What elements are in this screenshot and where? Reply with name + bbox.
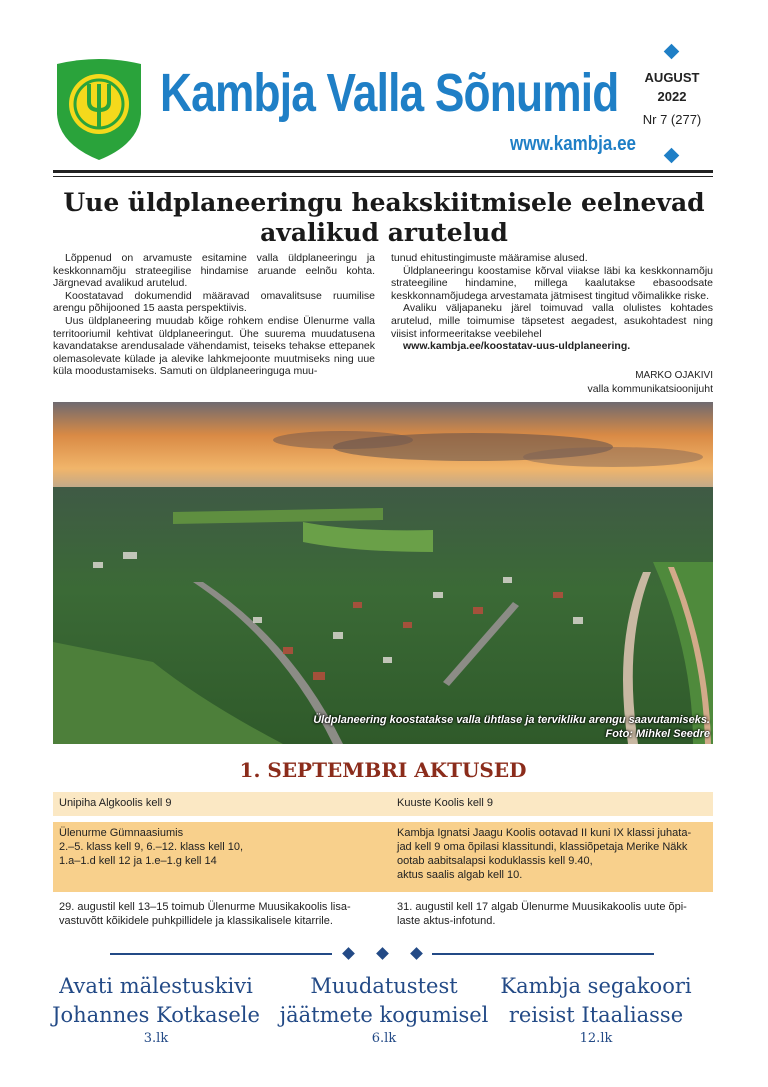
aktus-cell bbox=[53, 822, 391, 892]
aktus-line: 2.–5. klass kell 9, 6.–12. klass kell 10, bbox=[59, 841, 244, 853]
kambja-crest-icon bbox=[53, 58, 145, 162]
issue-year: 2022 bbox=[657, 89, 687, 104]
diamond-ornament-bottom bbox=[664, 148, 680, 164]
teaser-title[interactable] bbox=[486, 972, 706, 1030]
teaser-page: 6.lk bbox=[371, 1031, 397, 1046]
diamond-ornament bbox=[410, 947, 423, 960]
website-link[interactable]: www.kambja.ee bbox=[510, 133, 636, 155]
teaser-line: Kambja segakoori bbox=[500, 974, 692, 998]
aktus-cell bbox=[53, 792, 391, 816]
author-name: MARKO OJAKIVI bbox=[635, 370, 713, 381]
aktus-line: Kambja Ignatsi Jaagu Koolis ootavad II kuni IX klassi juhata- bbox=[397, 827, 692, 839]
masthead-divider bbox=[53, 170, 713, 173]
headline: Uue üldplaneeringu heakskiitmisele eelnevad avalikud arutelud bbox=[63, 188, 705, 247]
separator-line-right bbox=[432, 953, 654, 955]
issue-month: AUGUST bbox=[644, 70, 700, 85]
teaser-title[interactable] bbox=[274, 972, 494, 1030]
teaser-line: jäätmete kogumisel bbox=[279, 1003, 489, 1027]
aktus-line: jad kell 9 oma õpilasi klassitundi, klassiõpetaja Merike Näkk bbox=[397, 841, 688, 853]
teaser-line: Johannes Kotkasele bbox=[52, 1003, 260, 1027]
paragraph: Uus üldplaneering muudab kõige rohkem endise Ülenurme valla territooriumil kehtivat üldplaneeringut. Ühe suurema muudatusena kavandatakse arendusalade vähendamist, teiseks tehakse ettepanek olemasolevate külade ja alevike lahkmejoonte muutmiseks ning uue küla moodustamiseks. Samuti on üldplaneeringuga muu- bbox=[53, 314, 375, 378]
paragraph: Lõppenud on arvamuste esitamine valla üldplaneeringu ja keskkonnamõju strateegilise hindamise aruande eelnõu kohta. Järgnevad avalikud arutelud. bbox=[53, 252, 375, 290]
aktus-line: 29. augustil kell 13–15 toimub Ülenurme Muusikakoolis lisa- bbox=[59, 901, 351, 913]
teaser-line: Avati mälestuskivi bbox=[59, 974, 253, 998]
teaser-line: reisist Itaaliasse bbox=[508, 1003, 684, 1027]
diamond-ornament-top bbox=[664, 44, 680, 60]
aktus-line: ootab aabitsalapsi koduklassis kell 9.40, bbox=[397, 855, 593, 867]
aktus-line: aktus saalis algab kell 10. bbox=[397, 869, 523, 881]
paragraph: Koostatavad dokumendid määravad omavalitsuse ruumilise arengu põhijooned 15 aasta perspektiivis. bbox=[53, 289, 375, 315]
author-role: valla kommunikatsioonijuht bbox=[587, 383, 713, 395]
diamond-ornament bbox=[342, 947, 355, 960]
article-column-right bbox=[391, 252, 713, 353]
paragraph: tunud ehitustingimuste määramise alused. bbox=[391, 252, 588, 264]
aktus-cell bbox=[391, 792, 713, 816]
aktus-line: Unipiha Algkoolis kell 9 bbox=[59, 797, 172, 809]
issue-number: Nr 7 (277) bbox=[642, 112, 702, 127]
aktus-cell bbox=[391, 822, 713, 892]
photo-caption: Üldplaneering koostatakse valla ühtlase ja tervikliku arengu saavutamiseks. bbox=[313, 714, 710, 726]
paragraph: Avaliku väljapaneku järel toimuvad valla olulistes kohtades arutelud, mille toimumise täpsetest aegadest, asukohtadest ning viisist informeeritakse veebilehel bbox=[391, 302, 713, 340]
paragraph: Üldplaneeringu koostamise kõrval viiakse läbi ka keskkonnamõju strateegiline hindamine, millega kaalutakse ebasoodsate keskkonnamõjudega arvestamata jätmisest tingitud võimalikke riske. bbox=[391, 264, 713, 302]
article-link[interactable]: www.kambja.ee/koostatav-uus-uldplaneering. bbox=[403, 340, 631, 353]
teaser-line: Muudatustest bbox=[310, 974, 458, 998]
masthead-title: Kambja Valla Sõnumid bbox=[160, 63, 619, 123]
teaser-title[interactable] bbox=[46, 972, 266, 1030]
aktus-line: Kuuste Koolis kell 9 bbox=[397, 797, 493, 809]
aktus-cell bbox=[53, 896, 391, 930]
teaser-page: 12.lk bbox=[579, 1031, 613, 1046]
aktus-line: 1.a–1.d kell 12 ja 1.e–1.g kell 14 bbox=[59, 855, 217, 867]
aerial-photo bbox=[53, 402, 713, 744]
diamond-ornament bbox=[376, 947, 389, 960]
separator-line-left bbox=[110, 953, 332, 955]
aktus-line: vastuvõtt kõikidele puhkpillidele ja klassikalisele kitarrile. bbox=[59, 915, 333, 927]
photo-credit: Foto: Mihkel Seedre bbox=[605, 728, 710, 740]
masthead-divider-thin bbox=[53, 176, 713, 177]
aktus-line: Ülenurme Gümnaasiumis bbox=[59, 827, 184, 839]
article-column-left bbox=[53, 252, 375, 378]
teaser-page: 3.lk bbox=[143, 1031, 169, 1046]
aktused-title: 1. SEPTEMBRI AKTUSED bbox=[239, 758, 527, 782]
aktus-line: laste aktus-infotund. bbox=[397, 915, 496, 927]
aktus-line: 31. augustil kell 17 algab Ülenurme Muusikakoolis uute õpi- bbox=[397, 901, 687, 913]
aktus-cell bbox=[391, 896, 713, 930]
